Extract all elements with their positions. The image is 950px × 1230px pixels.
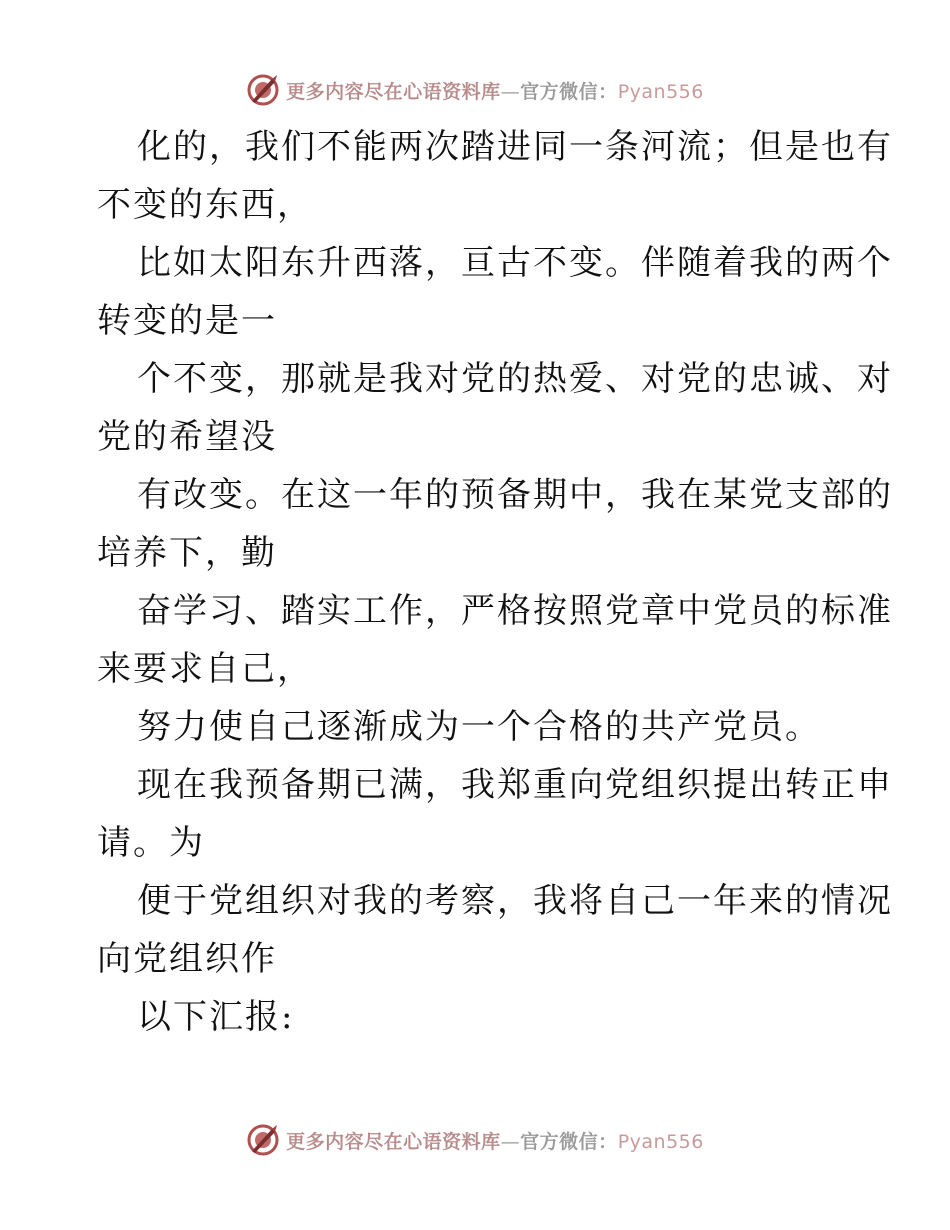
body-line: 转变的是一 [97, 301, 277, 341]
body-line: 不变的东西， [97, 185, 313, 225]
watermark-header [0, 70, 950, 110]
watermark-text [286, 1127, 704, 1154]
body-line: 比如太阳东升西落，亘古不变。伴随着我的两个 [137, 243, 893, 283]
quill-logo-icon [246, 73, 280, 107]
watermark-site-name: 更多内容尽在心语资料库 [286, 1130, 501, 1153]
watermark-text [286, 77, 704, 104]
body-line: 便于党组织对我的考察，我将自己一年来的情况 [137, 881, 893, 921]
body-line: 个不变，那就是我对党的热爱、对党的忠诚、对 [137, 359, 893, 399]
watermark-wechat-label: 官方微信： [520, 80, 618, 103]
watermark-wechat-label: 官方微信： [520, 1130, 618, 1153]
body-line: 奋学习、踏实工作，严格按照党章中党员的标准 [137, 591, 893, 631]
body-line: 向党组织作 [97, 939, 277, 979]
body-line: 培养下，勤 [97, 533, 277, 573]
body-line: 来要求自己， [97, 649, 313, 689]
watermark-footer [0, 1120, 950, 1160]
watermark-wechat-id: Pyan556 [617, 1130, 704, 1153]
quill-logo-icon [246, 1123, 280, 1157]
body-line: 有改变。在这一年的预备期中，我在某党支部的 [137, 475, 893, 515]
watermark-separator: — [500, 1130, 521, 1153]
body-line: 现在我预备期已满，我郑重向党组织提出转正申 [137, 765, 893, 805]
body-line: 努力使自己逐渐成为一个合格的共产党员。 [137, 707, 821, 747]
body-line: 以下汇报: [137, 997, 295, 1037]
watermark-site-name: 更多内容尽在心语资料库 [286, 80, 501, 103]
watermark-separator: — [500, 80, 521, 103]
document-body [97, 118, 893, 1046]
body-line: 党的希望没 [97, 417, 277, 457]
body-line: 化的，我们不能两次踏进同一条河流；但是也有 [137, 127, 893, 167]
body-line: 请。为 [97, 823, 205, 863]
watermark-wechat-id: Pyan556 [617, 80, 704, 103]
